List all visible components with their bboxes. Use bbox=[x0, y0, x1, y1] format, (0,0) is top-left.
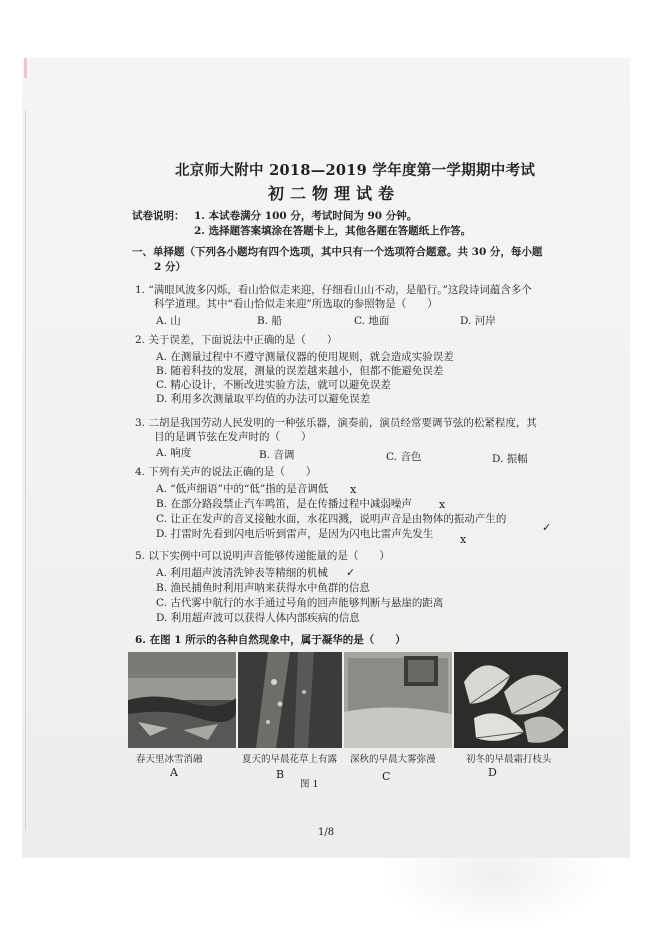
question-1-stem-cont: 科学道理。其中“看山恰似走来迎”所选取的参照物是（ ） bbox=[154, 298, 438, 310]
handwritten-cross-d: x bbox=[460, 533, 467, 546]
question-2-option-a: A. 在测量过程中不遵守测量仪器的使用规则，就会造成实验误差 bbox=[156, 351, 454, 363]
question-3-option-c: C. 音色 bbox=[386, 451, 422, 463]
figure-letter-a: A bbox=[170, 766, 178, 779]
question-3-stem-cont: 目的是调节弦在发声时的（ ） bbox=[154, 431, 312, 443]
question-2-option-b: B. 随着科技的发展，测量的误差越来越小，但都不能避免误差 bbox=[156, 365, 444, 377]
question-1-option-c: C. 地面 bbox=[354, 315, 390, 327]
edge-mark bbox=[24, 58, 27, 78]
question-5-option-d: D. 利用超声波可以获得人体内部疾病的信息 bbox=[156, 612, 360, 624]
question-1-option-d: D. 河岸 bbox=[460, 315, 496, 327]
figure-image-d bbox=[454, 652, 568, 748]
question-5-option-a: A. 利用超声波清洗钟表等精细的机械 bbox=[156, 567, 328, 579]
question-5-stem: 5. 以下实例中可以说明声音能够传递能量的是（ ） bbox=[135, 550, 390, 562]
figure-label: 图 1 bbox=[300, 779, 319, 790]
question-5-option-c: C. 古代雾中航行的水手通过号角的回声能够判断与悬崖的距离 bbox=[156, 597, 444, 609]
figure-1 bbox=[128, 652, 568, 783]
question-4-option-a: A. “低声细语”中的“低”指的是音调低 bbox=[156, 483, 329, 495]
figure-image-a bbox=[128, 652, 236, 748]
question-2-option-c: C. 精心设计，不断改进实验方法，就可以避免误差 bbox=[156, 379, 391, 391]
figure-image-c bbox=[344, 652, 452, 748]
figure-letter-c: C bbox=[382, 770, 391, 783]
handwritten-check-a: ✓ bbox=[346, 566, 356, 579]
question-3-option-d: D. 振幅 bbox=[492, 453, 528, 465]
question-4-stem: 4. 下列有关声的说法正确的是（ ） bbox=[135, 466, 317, 478]
question-2-option-d: D. 利用多次测量取平均值的办法可以避免误差 bbox=[156, 393, 371, 405]
figure-caption-d: 初冬的早晨霜打枝头 bbox=[466, 754, 552, 765]
handwritten-check-c: ✓ bbox=[542, 521, 552, 534]
handwritten-cross-a: x bbox=[350, 483, 357, 496]
question-2-stem: 2. 关于误差，下面说法中正确的是（ ） bbox=[135, 334, 338, 346]
notes-label: 试卷说明： bbox=[132, 210, 185, 222]
page-number: 1/8 bbox=[318, 827, 335, 838]
question-1-option-a: A. 山 bbox=[156, 315, 181, 327]
section-heading-cont: 2 分） bbox=[154, 261, 186, 273]
question-3-option-a: A. 响度 bbox=[156, 447, 192, 459]
exam-title: 北京师大附中 2018—2019 学年度第一学期期中考试 bbox=[175, 162, 536, 179]
notes-line-1: 1. 本试卷满分 100 分，考试时间为 90 分钟。 bbox=[194, 210, 418, 222]
question-3-option-b: B. 音调 bbox=[259, 449, 295, 461]
exam-subtitle: 初二物理试卷 bbox=[268, 184, 401, 203]
figure-letter-d: D bbox=[488, 766, 497, 779]
section-heading: 一、单择题（下列各小题均有四个选项，其中只有一个选项符合题意。共 30 分，每小题 bbox=[132, 246, 543, 258]
figure-caption-a: 春天里冰雪消融 bbox=[136, 754, 203, 765]
question-5-option-b: B. 渔民捕鱼时利用声呐来获得水中鱼群的信息 bbox=[156, 582, 370, 594]
figure-caption-b: 夏天的早晨花草上有露 bbox=[242, 754, 338, 765]
question-4-option-c: C. 让正在发声的音叉接触水面，水花四溅，说明声音是由物体的振动产生的 bbox=[156, 513, 507, 525]
figure-image-b bbox=[238, 652, 342, 748]
handwritten-cross-b: x bbox=[439, 498, 446, 511]
figure-caption-c: 深秋的早晨大雾弥漫 bbox=[350, 754, 436, 765]
scan-edge-line bbox=[25, 110, 26, 830]
notes-line-2: 2. 选择题答案填涂在答题卡上，其他各题在答题纸上作答。 bbox=[194, 225, 472, 237]
question-6-stem: 6. 在图 1 所示的各种自然现象中，属于凝华的是（ ） bbox=[135, 634, 406, 646]
question-1-option-b: B. 船 bbox=[257, 315, 282, 327]
question-1-stem: 1. “满眼风波多闪烁，看山恰似走来迎，仔细看山山不动，是船行。”这段诗词蕴含多个 bbox=[135, 284, 532, 296]
figure-letter-b: B bbox=[276, 768, 285, 781]
question-3-stem: 3. 二胡是我国劳动人民发明的一种弦乐器，演奏前，演员经常要调节弦的松紧程度，其 bbox=[135, 417, 537, 429]
question-4-option-b: B. 在部分路段禁止汽车鸣笛，是在传播过程中减弱噪声 bbox=[156, 498, 412, 510]
scan-smudge bbox=[380, 820, 610, 930]
question-4-option-d: D. 打雷时先看到闪电后听到雷声，是因为闪电比雷声先发生 bbox=[156, 528, 434, 540]
